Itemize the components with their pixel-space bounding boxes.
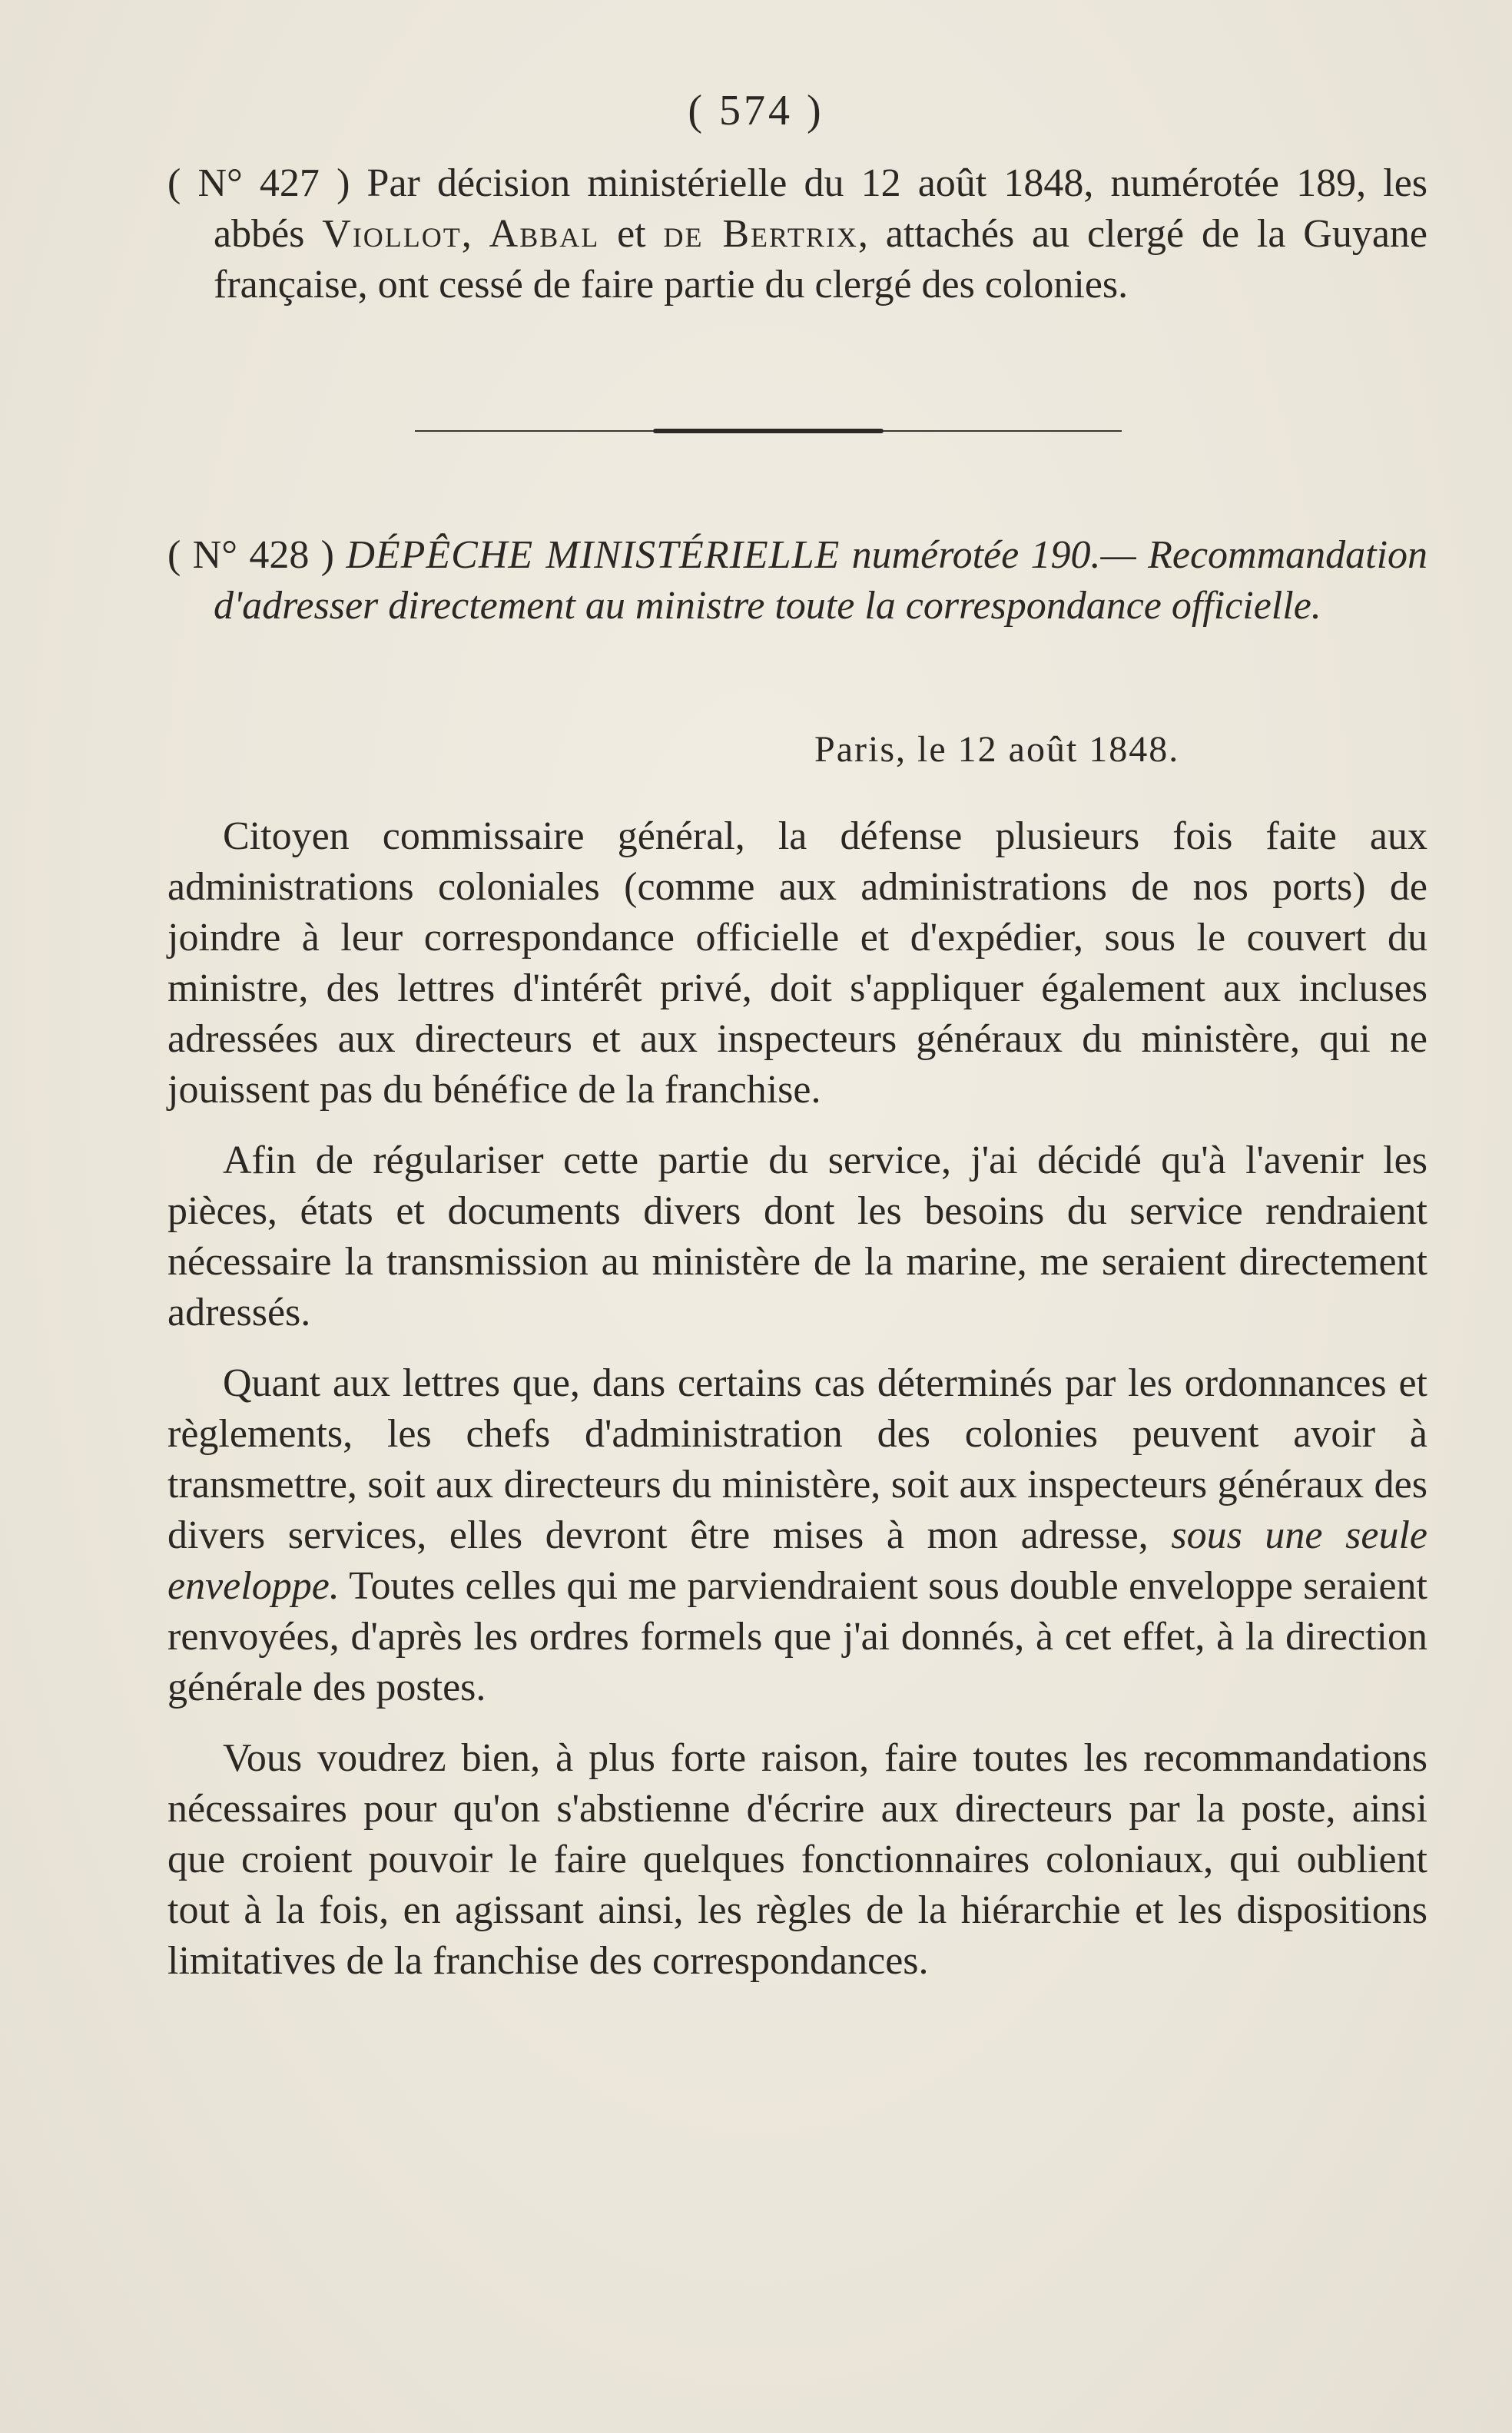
notice-427-text [167, 158, 1427, 310]
notice-sep2: et [599, 212, 664, 256]
notice-427 [167, 158, 1427, 310]
notice-text-a: Par décision ministérielle du 12 août 1848, numérotée 189, les abbés [214, 161, 1428, 256]
paragraph-3-a: Quant aux lettres que, dans certains cas déterminés par les ordonnances et règlements, les chefs d'administration des colonies peuvent avoir à transmettre, soit aux directeurs du ministère, soit aux inspecteurs généraux des divers services, elles devront être mises à mon adresse, [167, 1361, 1427, 1557]
paragraph-2: Afin de régulariser cette partie du service, j'ai décidé qu'à l'avenir les pièces, états et documents divers dont les besoins du service rendraient nécessaire la transmission au ministère de la marine, me seraient directement adressés. [167, 1139, 1427, 1334]
divider-thick-line [653, 429, 884, 433]
name-viollot: Viollot [322, 212, 462, 256]
dispatch-subtitle: Recommandation d'adresser directement au ministre toute la correspondance officielle. [214, 533, 1428, 628]
section-divider [415, 427, 1122, 435]
notice-number: ( N° 427 ) [167, 161, 350, 205]
paragraph-3-b: Toutes celles qui me parviendraient sous double enveloppe seraient renvoyées, d'après les ordres formels que j'ai donnés, à cet effet, à la direction générale des postes. [167, 1564, 1427, 1709]
name-bertrix: de Bertrix [663, 212, 858, 256]
paragraph-4: Vous voudrez bien, à plus forte raison, faire toutes les recommandations nécessaires pour qu'on s'abstienne d'écrire aux directeurs par la poste, ainsi que croient pouvoir le faire quelques fonctionnaires coloniaux, qui oublient tout à la fois, en agissant ainsi, les règles de la hiérarchie et les dispositions limitatives de la franchise des correspondances. [167, 1736, 1427, 1983]
dispatch-heading-text [167, 530, 1427, 631]
paragraph-3-emphasis: sous une seule enveloppe. [167, 1513, 1427, 1608]
dateline: Paris, le 12 août 1848. [814, 729, 1180, 770]
paragraph-1: Citoyen commissaire général, la défense plusieurs fois faite aux administrations coloniales (comme aux administrations de nos ports) de joindre à leur correspondance officielle et d'expédier, sous le couvert du ministre, des lettres d'intérêt privé, doit s'appliquer également aux incluses adressées aux directeurs et aux inspecteurs généraux du ministère, qui ne jouissent pas du bénéfice de la franchise. [167, 814, 1427, 1112]
dispatch-numbering: numérotée 190.— [851, 533, 1136, 577]
dispatch-title: DÉPÊCHE MINISTÉRIELLE [346, 533, 841, 577]
dispatch-body [167, 811, 1427, 2007]
name-abbal: Abbal [489, 212, 600, 256]
paragraph-3 [167, 1358, 1427, 1713]
dispatch-number: ( N° 428 ) [167, 533, 334, 577]
page-number: ( 574 ) [688, 87, 824, 134]
notice-text-b: , attachés au clergé de la Guyane française, ont cessé de faire partie du clergé des colonies. [214, 212, 1427, 307]
notice-sep1: , [461, 212, 489, 256]
dispatch-428-heading [167, 530, 1427, 631]
